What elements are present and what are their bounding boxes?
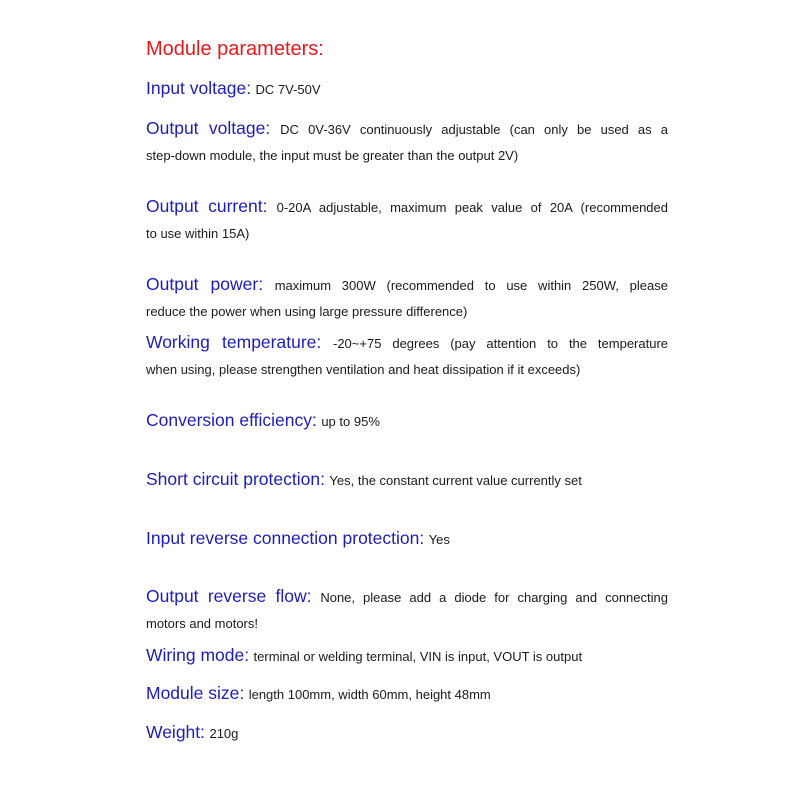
param-label: Wiring mode: [146, 645, 250, 665]
param-label: Short circuit protection: [146, 469, 325, 489]
param-value: DC 7V-50V [255, 82, 321, 97]
param-value-continued: step-down module, the input must be greater than the output 2V) [146, 148, 519, 163]
param-value: maximum 300W (recommended to use within 250W, please [274, 278, 668, 293]
param-value: 0-20A adjustable, maximum peak value of 20A (recommended [276, 200, 668, 215]
page-title: Module parameters: [146, 38, 324, 60]
param-label: Input voltage: [146, 78, 252, 98]
param-label: Weight: [146, 722, 206, 742]
param-value: up to 95% [321, 414, 380, 429]
param-value: 210g [209, 726, 239, 741]
param-label: Module size: [146, 683, 245, 703]
param-short-circuit-protection [146, 465, 668, 493]
param-label: Output voltage: [146, 118, 271, 138]
param-value-continued: motors and motors! [146, 616, 258, 631]
param-label: Conversion efficiency: [146, 410, 317, 430]
param-input-voltage [146, 74, 668, 102]
param-output-reverse-flow [146, 582, 668, 638]
param-value: length 100mm, width 60mm, height 48mm [248, 687, 491, 702]
document-page [146, 0, 668, 800]
param-value: DC 0V-36V continuously adjustable (can only be used as a [280, 122, 668, 137]
param-value-continued: when using, please strengthen ventilation and heat dissipation if it exceeds) [146, 362, 581, 377]
param-label: Output power: [146, 274, 264, 294]
param-value-continued: reduce the power when using large pressure difference) [146, 304, 468, 319]
param-label: Output reverse flow: [146, 586, 312, 606]
param-label: Output current: [146, 196, 268, 216]
param-wiring-mode [146, 641, 668, 669]
param-output-voltage [146, 114, 668, 170]
param-value: -20~+75 degrees (pay attention to the temperature [333, 336, 669, 351]
param-working-temperature [146, 328, 668, 384]
param-weight [146, 718, 668, 746]
param-value: Yes, the constant current value currently set [329, 473, 582, 488]
param-input-reverse-protection [146, 524, 668, 552]
param-output-power [146, 270, 668, 326]
param-value-continued: to use within 15A) [146, 226, 250, 241]
param-module-size [146, 679, 668, 707]
param-output-current [146, 192, 668, 248]
param-value: Yes [428, 532, 450, 547]
param-value: terminal or welding terminal, VIN is input, VOUT is output [253, 649, 583, 664]
param-conversion-efficiency [146, 406, 668, 434]
param-value: None, please add a diode for charging and connecting [320, 590, 668, 605]
param-label: Input reverse connection protection: [146, 528, 425, 548]
param-label: Working temperature: [146, 332, 322, 352]
